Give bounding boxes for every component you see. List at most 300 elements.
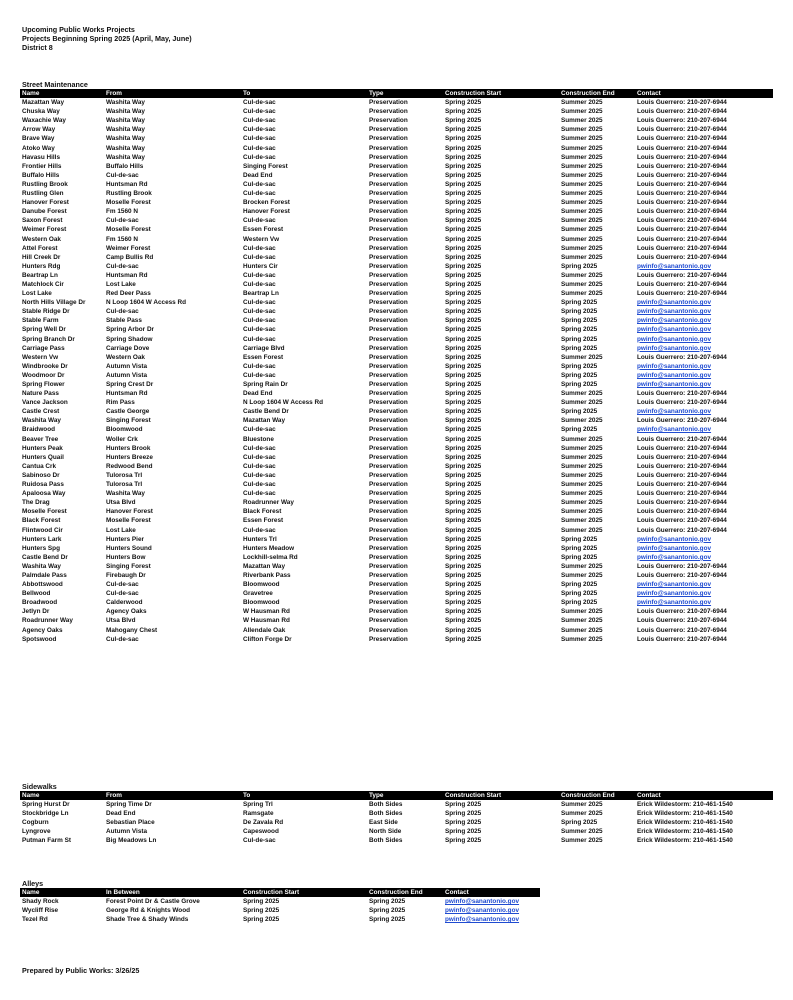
table-cell: Castle Crest	[22, 408, 60, 416]
table-cell	[635, 335, 773, 344]
table-cell: Spring 2025	[445, 335, 482, 343]
table-cell: The Drag	[22, 499, 50, 507]
table-cell: Jetlyn Dr	[22, 608, 50, 616]
table-cell: Summer 2025	[561, 144, 603, 152]
table-cell: Abbottswood	[22, 581, 63, 589]
table-row	[20, 271, 773, 280]
table-cell: Spring Time Dr	[106, 801, 152, 809]
table-cell: Spring 2025	[243, 907, 280, 915]
header-title: Upcoming Public Works Projects	[22, 25, 135, 34]
table-cell: Washita Way	[106, 99, 145, 107]
table-cell: Riverbank Pass	[243, 571, 291, 579]
table-cell: Spring 2025	[445, 544, 482, 552]
table-cell: Summer 2025	[561, 499, 603, 507]
table-cell: Washita Way	[106, 153, 145, 161]
table-cell: Hunters Trl	[243, 535, 277, 543]
table-cell: Dead End	[243, 390, 273, 398]
table-cell: Cul-de-sac	[106, 217, 139, 225]
table-cell: Spring Hurst Dr	[22, 801, 70, 809]
table-cell: Summer 2025	[561, 99, 603, 107]
contact-email-link[interactable]: pwinfo@sanantonio.gov	[637, 262, 712, 270]
street-maintenance-table	[20, 89, 773, 644]
table-cell: Louis Guerrero: 210-207-6944	[637, 99, 727, 107]
table-cell: Huntsman Rd	[106, 180, 148, 188]
table-cell: Summer 2025	[561, 828, 603, 836]
contact-email-link[interactable]: pwinfo@sanantonio.gov	[637, 326, 712, 334]
table-cell: Moselle Forest	[106, 199, 151, 207]
contact-email-link[interactable]: pwinfo@sanantonio.gov	[637, 553, 712, 561]
table-cell: Frontier Hills	[22, 162, 62, 170]
table-cell: Spring 2025	[561, 317, 598, 325]
table-cell: Buffalo Hills	[106, 162, 144, 170]
table-cell: Spring 2025	[445, 535, 482, 543]
table-cell: Western Oak	[22, 235, 61, 243]
table-cell: Preservation	[369, 108, 408, 116]
table-row	[20, 107, 773, 116]
table-cell: Spring 2025	[445, 290, 482, 298]
table-cell: Preservation	[369, 544, 408, 552]
table-cell: Preservation	[369, 280, 408, 288]
table-header-row	[20, 791, 773, 800]
table-cell: Spring Trl	[243, 801, 273, 809]
contact-email-link[interactable]: pwinfo@sanantonio.gov	[637, 408, 712, 416]
table-cell: Ramsgate	[243, 810, 274, 818]
table-cell	[635, 553, 773, 562]
table-cell: Cul-de-sac	[243, 135, 276, 143]
table-cell: Beaver Tree	[22, 435, 59, 443]
table-cell: Fm 1560 N	[106, 208, 138, 216]
table-cell: Summer 2025	[561, 399, 603, 407]
table-row	[20, 553, 773, 562]
table-cell: Preservation	[369, 517, 408, 525]
table-cell: Spring 2025	[561, 299, 598, 307]
table-cell: Spring 2025	[445, 399, 482, 407]
table-row	[20, 444, 773, 453]
table-cell: Spring 2025	[445, 426, 482, 434]
column-header: From	[104, 791, 241, 800]
table-cell: Preservation	[369, 326, 408, 334]
table-row	[20, 562, 773, 571]
table-cell: Woller Crk	[106, 435, 138, 443]
table-cell: Spring 2025	[445, 381, 482, 388]
table-cell: Preservation	[369, 344, 408, 352]
table-cell: Cul-de-sac	[106, 635, 139, 643]
table-cell: Summer 2025	[561, 462, 603, 470]
table-cell: Spring 2025	[561, 344, 598, 352]
table-row	[20, 325, 773, 334]
table-cell: Preservation	[369, 608, 408, 616]
table-cell: Louis Guerrero: 210-207-6944	[637, 199, 727, 207]
table-cell: Bloomwood	[243, 581, 280, 589]
table-row	[20, 598, 773, 607]
table-cell: Weimer Forest	[22, 226, 67, 234]
table-cell	[635, 325, 773, 334]
table-row	[20, 244, 773, 253]
table-cell: Western Oak	[106, 353, 145, 361]
table-cell: Preservation	[369, 453, 408, 461]
column-header: Construction Start	[241, 888, 367, 897]
table-cell: Preservation	[369, 526, 408, 534]
contact-email-link[interactable]: pwinfo@sanantonio.gov	[637, 535, 712, 543]
table-cell: Cul-de-sac	[243, 308, 276, 316]
table-cell: Louis Guerrero: 210-207-6944	[637, 353, 727, 361]
table-cell: Summer 2025	[561, 171, 603, 179]
contact-email-link[interactable]: pwinfo@sanantonio.gov	[445, 898, 520, 906]
table-cell: Louis Guerrero: 210-207-6944	[637, 417, 727, 425]
column-header: Type	[367, 791, 443, 800]
table-cell: Cul-de-sac	[243, 190, 276, 198]
table-cell: Spring 2025	[445, 390, 482, 398]
table-cell: Preservation	[369, 435, 408, 443]
table-cell: Roadrunner Way	[22, 617, 73, 625]
table-cell: Preservation	[369, 144, 408, 152]
table-cell: Preservation	[369, 444, 408, 452]
table-cell: Summer 2025	[561, 271, 603, 279]
table-row	[20, 507, 773, 516]
table-cell: Spring 2025	[445, 444, 482, 452]
table-row	[20, 344, 773, 353]
table-cell: Cul-de-sac	[106, 308, 139, 316]
table-cell: Summer 2025	[561, 190, 603, 198]
table-cell: Preservation	[369, 253, 408, 261]
table-cell: Dead End	[243, 171, 273, 179]
contact-email-link[interactable]: pwinfo@sanantonio.gov	[637, 599, 712, 607]
table-row	[20, 516, 773, 525]
table-cell: Sabinoso Dr	[22, 471, 60, 479]
table-cell: Attel Forest	[22, 244, 58, 252]
table-row	[20, 526, 773, 535]
table-cell: Washita Way	[22, 562, 61, 570]
table-cell: Cul-de-sac	[243, 326, 276, 334]
table-cell: Preservation	[369, 126, 408, 134]
table-cell: Weimer Forest	[106, 244, 151, 252]
table-cell	[635, 262, 773, 271]
table-cell	[635, 371, 773, 380]
table-row	[20, 407, 773, 416]
table-cell: Spring 2025	[445, 144, 482, 152]
contact-email-link[interactable]: pwinfo@sanantonio.gov	[637, 344, 712, 352]
table-cell: Spring 2025	[561, 544, 598, 552]
table-cell: Spring 2025	[445, 199, 482, 207]
table-cell: Washita Way	[106, 490, 145, 498]
contact-email-link[interactable]: pwinfo@sanantonio.gov	[445, 916, 520, 924]
table-cell: Cul-de-sac	[243, 99, 276, 107]
table-cell: Wycliff Rise	[22, 907, 59, 915]
table-cell: George Rd & Knights Wood	[106, 907, 191, 915]
table-cell: Preservation	[369, 626, 408, 634]
table-cell: Cul-de-sac	[243, 481, 276, 489]
contact-email-link[interactable]: pwinfo@sanantonio.gov	[637, 581, 712, 589]
table-cell: Gravetree	[243, 590, 273, 598]
table-cell: Preservation	[369, 135, 408, 143]
table-cell: Erick Wildestorm: 210-461-1540	[637, 837, 733, 845]
table-cell: Agency Oaks	[22, 626, 63, 634]
table-cell: Louis Guerrero: 210-207-6944	[637, 444, 727, 452]
table-cell: Cul-de-sac	[243, 362, 276, 370]
table-cell: Spring 2025	[445, 553, 482, 561]
table-cell: Spring 2025	[445, 299, 482, 307]
table-cell: Cul-de-sac	[243, 317, 276, 325]
table-cell: Preservation	[369, 244, 408, 252]
table-cell: Cul-de-sac	[243, 108, 276, 116]
table-row	[20, 225, 773, 234]
table-cell: Cul-de-sac	[243, 280, 276, 288]
table-cell: Moselle Forest	[106, 226, 151, 234]
table-cell: Brocken Forest	[243, 199, 290, 207]
table-cell: Hanover Forest	[22, 199, 69, 207]
table-row	[20, 198, 773, 207]
table-cell: Spring 2025	[445, 326, 482, 334]
table-row	[20, 580, 773, 589]
table-cell: Preservation	[369, 290, 408, 298]
table-cell: Spring 2025	[445, 126, 482, 134]
table-cell: Dead End	[106, 810, 136, 818]
table-cell: Spring 2025	[445, 117, 482, 125]
street-maintenance-title: Street Maintenance	[22, 80, 88, 89]
table-cell: Castle Bend Dr	[22, 553, 68, 561]
table-cell: Spring 2025	[445, 180, 482, 188]
table-cell: Braidwood	[22, 426, 56, 434]
table-cell: Preservation	[369, 371, 408, 379]
table-cell: Rustling Brook	[106, 190, 152, 198]
table-cell: Preservation	[369, 199, 408, 207]
table-cell: Allendale Oak	[243, 626, 286, 634]
table-cell: Spring 2025	[445, 171, 482, 179]
table-cell: Carriage Blvd	[243, 344, 285, 352]
contact-email-link[interactable]: pwinfo@sanantonio.gov	[637, 426, 712, 434]
table-cell: Calderwood	[106, 599, 143, 607]
table-row	[20, 289, 773, 298]
table-cell: Louis Guerrero: 210-207-6944	[637, 399, 727, 407]
table-cell: Cul-de-sac	[243, 144, 276, 152]
table-row	[20, 162, 773, 171]
contact-email-link[interactable]: pwinfo@sanantonio.gov	[637, 362, 712, 370]
table-cell: Cul-de-sac	[243, 453, 276, 461]
column-header: In Between	[104, 888, 241, 897]
table-cell: Preservation	[369, 508, 408, 516]
table-cell: Arrow Way	[22, 126, 56, 134]
table-cell: Washita Way	[106, 108, 145, 116]
table-row	[20, 462, 773, 471]
table-cell: Summer 2025	[561, 199, 603, 207]
table-cell: Stable Pass	[106, 317, 142, 325]
table-cell: Cul-de-sac	[243, 444, 276, 452]
table-cell	[635, 298, 773, 307]
table-cell: Lost Lake	[106, 280, 136, 288]
table-row	[20, 398, 773, 407]
table-cell: Spotswood	[22, 635, 57, 643]
contact-email-link[interactable]: pwinfo@sanantonio.gov	[637, 590, 712, 598]
contact-email-link[interactable]: pwinfo@sanantonio.gov	[637, 308, 712, 316]
table-cell: Preservation	[369, 481, 408, 489]
table-cell: Erick Wildestorm: 210-461-1540	[637, 819, 733, 827]
table-cell: Spring 2025	[445, 819, 482, 827]
table-cell: Palmdale Pass	[22, 571, 67, 579]
table-row	[20, 589, 773, 598]
header-subtitle: Projects Beginning Spring 2025 (April, May, June)	[22, 34, 192, 43]
table-row	[20, 800, 773, 809]
table-header-row	[20, 888, 540, 897]
table-cell: Spring 2025	[445, 581, 482, 589]
alleys-table	[20, 888, 540, 924]
table-cell: Spring 2025	[445, 435, 482, 443]
table-cell: Louis Guerrero: 210-207-6944	[637, 126, 727, 134]
column-header: From	[104, 89, 241, 98]
table-cell: Spring 2025	[445, 99, 482, 107]
table-cell: Spring 2025	[445, 235, 482, 243]
column-header: Construction End	[559, 791, 635, 800]
table-cell: Hunters Lark	[22, 535, 62, 543]
table-cell: Essen Forest	[243, 517, 284, 525]
table-cell: Black Forest	[243, 508, 282, 516]
table-cell: Washita Way	[106, 144, 145, 152]
table-cell: Louis Guerrero: 210-207-6944	[637, 471, 727, 479]
table-cell: North Hills Village Dr	[22, 299, 86, 307]
table-cell: Preservation	[369, 353, 408, 361]
column-header: Name	[20, 791, 104, 800]
table-cell: Preservation	[369, 417, 408, 425]
table-cell: Cul-de-sac	[106, 171, 139, 179]
table-cell: Autumn Vista	[106, 828, 148, 836]
table-cell: Louis Guerrero: 210-207-6944	[637, 517, 727, 525]
table-cell: Louis Guerrero: 210-207-6944	[637, 462, 727, 470]
table-cell: Singing Forest	[243, 162, 288, 170]
table-cell: Spring 2025	[561, 581, 598, 589]
table-cell: Huntsman Rd	[106, 271, 148, 279]
table-cell: Louis Guerrero: 210-207-6944	[637, 453, 727, 461]
contact-email-link[interactable]: pwinfo@sanantonio.gov	[637, 544, 712, 552]
contact-email-link[interactable]: pwinfo@sanantonio.gov	[637, 299, 712, 307]
table-cell: Preservation	[369, 571, 408, 579]
table-cell	[635, 407, 773, 416]
table-cell: Cul-de-sac	[243, 217, 276, 225]
table-row	[20, 380, 773, 389]
table-cell: Vance Jackson	[22, 399, 68, 407]
table-cell: Louis Guerrero: 210-207-6944	[637, 171, 727, 179]
table-cell: Mazattan Way	[243, 417, 286, 425]
table-cell: Rustling Glen	[22, 190, 64, 198]
table-row	[20, 335, 773, 344]
table-cell: W Hausman Rd	[243, 608, 290, 616]
table-cell: Spring 2025	[445, 599, 482, 607]
table-cell: Both Sides	[369, 801, 403, 809]
table-cell: Spring 2025	[561, 535, 598, 543]
column-header: Construction Start	[443, 791, 559, 800]
table-cell: Preservation	[369, 335, 408, 343]
table-row	[20, 216, 773, 225]
table-cell: Summer 2025	[561, 135, 603, 143]
table-cell: Apaloosa Way	[22, 490, 66, 498]
table-cell: Preservation	[369, 208, 408, 216]
table-cell: Summer 2025	[561, 608, 603, 616]
table-cell: De Zavala Rd	[243, 819, 284, 827]
contact-email-link[interactable]: pwinfo@sanantonio.gov	[637, 381, 712, 388]
table-cell: Spring 2025	[369, 916, 406, 924]
table-row	[20, 153, 773, 162]
table-cell: Big Meadows Ln	[106, 837, 157, 845]
table-cell: Tezel Rd	[22, 916, 48, 924]
table-cell: Summer 2025	[561, 290, 603, 298]
table-cell: Louis Guerrero: 210-207-6944	[637, 244, 727, 252]
contact-email-link[interactable]: pwinfo@sanantonio.gov	[445, 907, 520, 915]
table-cell: Spring 2025	[445, 517, 482, 525]
table-cell: Spring 2025	[561, 308, 598, 316]
table-cell: Cul-de-sac	[243, 490, 276, 498]
table-cell: Washita Way	[22, 417, 61, 425]
table-row	[20, 571, 773, 580]
table-cell: Spring 2025	[561, 262, 598, 270]
table-cell: Spring 2025	[445, 499, 482, 507]
table-cell: Spring 2025	[561, 590, 598, 598]
table-cell: Louis Guerrero: 210-207-6944	[637, 162, 727, 170]
table-cell	[635, 362, 773, 371]
table-row	[20, 480, 773, 489]
table-cell: Summer 2025	[561, 180, 603, 188]
table-cell: Preservation	[369, 562, 408, 570]
table-cell: Washita Way	[106, 135, 145, 143]
table-cell: Spring 2025	[445, 108, 482, 116]
table-cell	[443, 906, 540, 915]
table-cell: Preservation	[369, 180, 408, 188]
table-cell: Spring 2025	[561, 819, 598, 827]
table-cell: Cul-de-sac	[106, 590, 139, 598]
table-cell: Summer 2025	[561, 353, 603, 361]
table-cell: Shady Rock	[22, 898, 59, 906]
table-row	[20, 471, 773, 480]
table-cell: Ruidosa Pass	[22, 481, 64, 489]
table-row	[20, 416, 773, 425]
table-cell: Summer 2025	[561, 235, 603, 243]
table-cell: Stable Ridge Dr	[22, 308, 70, 316]
table-cell: Spring 2025	[445, 217, 482, 225]
table-cell: Mazattan Way	[243, 562, 286, 570]
table-cell: Preservation	[369, 226, 408, 234]
table-cell: Windbrooke Dr	[22, 362, 68, 370]
table-cell: Summer 2025	[561, 208, 603, 216]
table-cell: Summer 2025	[561, 108, 603, 116]
contact-email-link[interactable]: pwinfo@sanantonio.gov	[637, 371, 712, 379]
table-cell: Summer 2025	[561, 490, 603, 498]
table-cell: Stable Farm	[22, 317, 59, 325]
table-cell: Summer 2025	[561, 253, 603, 261]
table-cell: Spring 2025	[561, 553, 598, 561]
table-cell: Spring 2025	[243, 898, 280, 906]
table-cell: Forest Point Dr & Castle Grove	[106, 898, 200, 906]
table-cell: Spring 2025	[445, 190, 482, 198]
table-cell: Summer 2025	[561, 508, 603, 516]
table-cell: Cul-de-sac	[243, 426, 276, 434]
table-cell: Spring 2025	[561, 381, 598, 388]
contact-email-link[interactable]: pwinfo@sanantonio.gov	[637, 317, 712, 325]
alleys-title: Alleys	[22, 879, 44, 888]
table-cell: Spring 2025	[445, 453, 482, 461]
table-cell: Stockbridge Ln	[22, 810, 69, 818]
table-cell: Mazattan Way	[22, 99, 65, 107]
contact-email-link[interactable]: pwinfo@sanantonio.gov	[637, 335, 712, 343]
table-row	[20, 809, 773, 818]
table-cell: Washita Way	[106, 117, 145, 125]
table-cell: Buffalo Hills	[22, 171, 60, 179]
table-cell: Spring 2025	[561, 362, 598, 370]
table-row	[20, 144, 773, 153]
table-cell: Spring 2025	[369, 898, 406, 906]
table-cell: Carriage Pass	[22, 344, 65, 352]
table-cell: Sebastian Place	[106, 819, 155, 827]
table-cell: Spring 2025	[445, 262, 482, 270]
table-cell: Spring 2025	[561, 599, 598, 607]
table-row	[20, 626, 773, 635]
table-row	[20, 535, 773, 544]
